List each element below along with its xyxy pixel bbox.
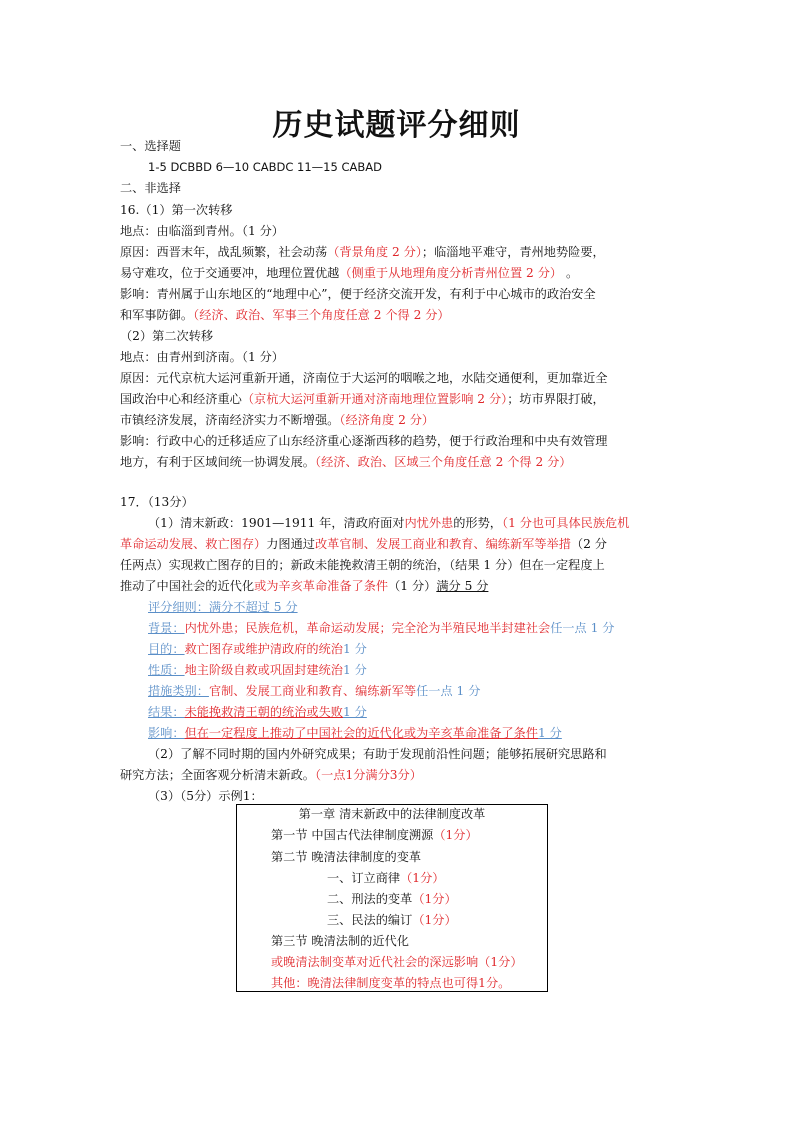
rule-label: 目的： [148, 642, 185, 656]
q16-part1-impact-line2 [120, 305, 680, 325]
rule-text: 官制、发展工商业和教育、编练新军等 [208, 684, 417, 698]
rule-goal [148, 639, 708, 659]
rule-text: 内忧外患；民族危机，革命运动发展；完全沦为半殖民地半封建社会 [184, 621, 551, 635]
rule-text: 未能挽救清王朝的统治或失败 [184, 705, 343, 719]
rule-label: 结果： [148, 705, 185, 719]
score-note: （一点1分满分3分） [315, 768, 422, 782]
score-note: （侧重于从地理角度分析青州位置 2 分） [339, 266, 563, 280]
outline-section-1 [271, 825, 478, 845]
choice-answers: 1-5 DCBBD 6—10 CABDC 11—15 CABAD [148, 160, 382, 174]
text-run: 国政治中心和经济重心 [120, 392, 242, 406]
rule-score: 任一点 1 分 [550, 621, 615, 635]
q16-part2-reason-line3 [120, 410, 680, 430]
full-score-note: 满分 5 分 [436, 579, 489, 593]
q16-part2-impact-line2 [120, 452, 680, 472]
rule-text: 地主阶级自救或巩固封建统治 [184, 663, 343, 677]
text-run: 推动了中国社会的近代化 [120, 579, 255, 593]
rules-title: 评分细则：满分不超过 5 分 [148, 600, 298, 614]
section-choice-heading: 一、选择题 [120, 139, 181, 153]
q17-heading: 17．（13分） [120, 495, 194, 509]
rule-text: 救亡图存或维护清政府的统治 [184, 642, 343, 656]
text-run: ；临淄地平难守，青州地势险要， [421, 245, 605, 259]
text-run: 原因：西晋末年，战乱频繁，社会动荡 [120, 245, 328, 259]
rule-label: 背景： [148, 621, 185, 635]
score-note: （1分） [412, 892, 457, 906]
key-term: 或为辛亥革命准备了条件 [254, 579, 389, 593]
rule-label: 性质： [148, 663, 185, 677]
outline-item-a [327, 868, 444, 888]
rule-score: 1 分 [538, 726, 562, 740]
text-run: 。 [562, 266, 579, 280]
q16-part1-reason-line1 [120, 242, 680, 262]
q16-part1-impact-line1: 影响：青州属于山东地区的“地理中心”，便于经济交流开发，有利于中心城市的政治安全 [120, 287, 596, 301]
q17-part2-line1: （2）了解不同时期的国内外研究成果；有助于发现前沿性问题；能够拓展研究思路和 [148, 747, 607, 761]
page-title: 历史试题评分细则 [272, 108, 521, 143]
outline-chapter: 第一章 清末新政中的法律制度改革 [298, 807, 486, 821]
text-run: 一、订立商律 [327, 871, 401, 885]
q16-part2-impact-line1: 影响：行政中心的迁移适应了山东经济重心逐渐西移的趋势，便于行政治理和中央有效管理 [120, 434, 608, 448]
rule-score: 1 分 [343, 705, 367, 719]
score-note: （1 分也可具体民族危机 [501, 516, 630, 530]
text-run: 的形势， [453, 516, 502, 530]
text-run: 易守难攻，位于交通要冲，地理位置优越 [120, 266, 340, 280]
text-run: ；坊市界限打破， [507, 392, 605, 406]
q17-part3-label: （3）（5分）示例1： [148, 789, 263, 803]
q17-part1-line1 [148, 513, 708, 533]
rule-score: 任一点 1 分 [416, 684, 481, 698]
rule-score: 1 分 [343, 663, 367, 677]
q17-part2-line2 [120, 765, 680, 785]
score-note: （经济、政治、区域三个角度任意 2 个得 2 分） [315, 455, 572, 469]
text-run: 地方，有利于区域间统一协调发展。 [120, 455, 315, 469]
q16-part2-place: 地点：由青州到济南。（1 分） [120, 350, 284, 364]
outline-alternative-2: 其他：晚清法律制度变革的特点也可得1分。 [271, 976, 511, 990]
score-note: 革命运动发展、救亡图存） [120, 537, 267, 551]
rule-text: 但在一定程度上推动了中国社会的近代化或为辛亥革命准备了条件 [184, 726, 538, 740]
outline-section-2: 第二节 晚清法律制度的变革 [271, 850, 422, 864]
outline-alternative-1: 或晚清法制变革对近代社会的深远影响（1分） [271, 955, 523, 969]
text-run: （2 分 [570, 537, 607, 551]
rule-measures [148, 681, 708, 701]
rule-nature [148, 660, 708, 680]
text-run: 和军事防御。 [120, 308, 194, 322]
text-run: 二、刑法的变革 [327, 892, 413, 906]
score-note: （经济、政治、军事三个角度任意 2 个得 2 分） [193, 308, 450, 322]
text-run: 市镇经济发展，济南经济实力不断增强。 [120, 413, 340, 427]
key-term: 改革官制、发展工商业和教育、编练新军等举措 [315, 537, 571, 551]
text-run: 第一节 中国古代法律制度溯源 [271, 828, 434, 842]
q17-part1-line3: 任两点）实现救亡图存的目的；新政未能挽救清王朝的统治，（结果 1 分）但在一定程度上 [120, 558, 605, 572]
text-run: （1）清末新政：1901—1911 年，清政府面对 [148, 516, 405, 530]
q16-part2-label: （2）第二次转移 [120, 329, 214, 343]
rule-result [148, 702, 708, 722]
q16-part2-reason-line1: 原因：元代京杭大运河重新开通，济南位于大运河的咽喉之地，水陆交通便利，更加靠近全 [120, 371, 608, 385]
section-nonchoice-heading: 二、非选择 [120, 181, 181, 195]
text-run: 力图通过 [266, 537, 315, 551]
rule-label: 措施类别： [148, 684, 209, 698]
example-outline-box [236, 804, 548, 992]
outline-section-3: 第三节 晚清法制的近代化 [271, 934, 409, 948]
score-note: （1分） [433, 828, 478, 842]
q17-part1-line2 [120, 534, 680, 554]
text-run: 三、民法的编订 [327, 913, 413, 927]
score-note: （1分） [400, 871, 445, 885]
score-note: （背景角度 2 分） [327, 245, 422, 259]
key-term: 内忧外患 [404, 516, 454, 530]
rule-impact [148, 723, 708, 743]
outline-item-b [327, 889, 457, 909]
q16-part2-reason-line2 [120, 389, 680, 409]
score-note: （京杭大运河重新开通对济南地理位置影响 2 分） [241, 392, 508, 406]
score-note: （1分） [412, 913, 457, 927]
q17-part1-line4 [120, 576, 680, 596]
q16-part1-label: 16.（1）第一次转移 [120, 203, 233, 217]
rule-label: 影响： [148, 726, 185, 740]
q16-part1-reason-line2 [120, 263, 680, 283]
outline-item-c [327, 910, 457, 930]
text-run: 研究方法；全面客观分析清末新政。 [120, 768, 315, 782]
q16-part1-place: 地点：由临淄到青州。（1 分） [120, 224, 284, 238]
score-note: （经济角度 2 分） [339, 413, 435, 427]
text-run: （1 分） [388, 579, 437, 593]
rule-score: 1 分 [343, 642, 367, 656]
rule-background [148, 618, 708, 638]
